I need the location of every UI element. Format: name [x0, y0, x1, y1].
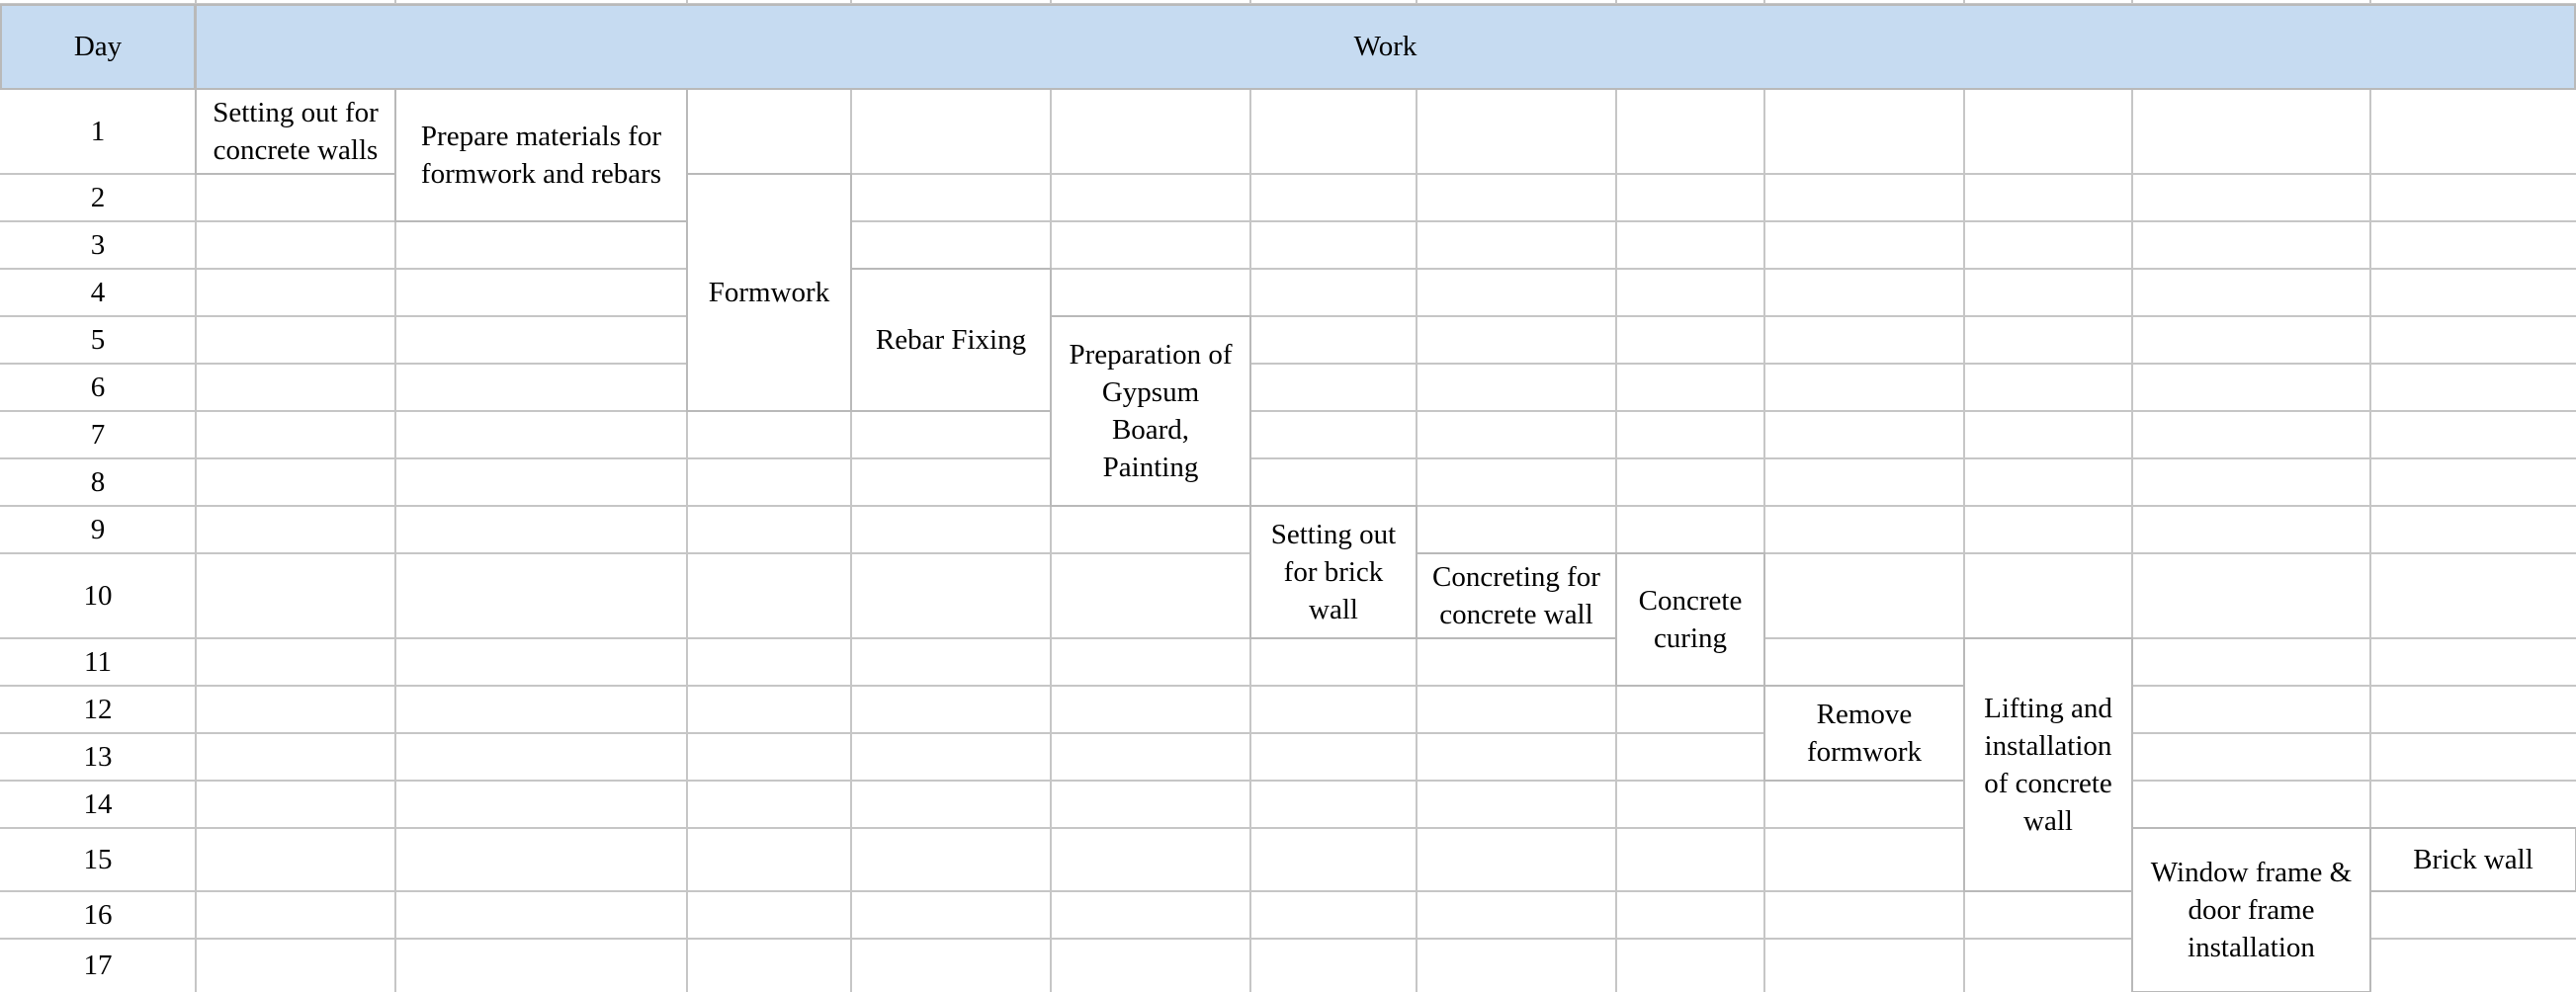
day-number[interactable]: 1 — [90, 115, 106, 147]
day-number[interactable]: 2 — [90, 181, 106, 213]
day-number[interactable]: 17 — [83, 949, 113, 981]
row-gridline — [0, 780, 2576, 782]
task-cell-concrete-curing[interactable] — [1615, 552, 1765, 687]
task-label: Window frame & door frame installation — [2150, 857, 2353, 963]
row-gridline — [0, 410, 2576, 412]
task-cell-remove-formwork[interactable] — [1763, 685, 1965, 782]
row-gridline — [0, 685, 2576, 687]
day-number[interactable]: 10 — [83, 579, 113, 612]
task-label: Rebar Fixing — [875, 324, 1027, 356]
column-gridline — [1615, 0, 1617, 992]
day-number[interactable]: 12 — [83, 693, 113, 725]
column-gridline — [850, 0, 852, 992]
task-label: Prepare materials for formwork and rebars — [420, 121, 662, 190]
task-cell-setting-out-concrete-walls[interactable] — [195, 88, 396, 175]
day-number[interactable]: 13 — [83, 740, 113, 773]
task-label: Setting out for concrete walls — [213, 97, 379, 166]
work-column-header[interactable]: Work — [195, 4, 2576, 90]
day-number[interactable]: 4 — [90, 276, 106, 308]
day-number[interactable]: 6 — [90, 371, 106, 403]
day-number[interactable]: 8 — [90, 465, 106, 498]
task-label: Brick wall — [2413, 844, 2533, 875]
row-gridline — [0, 732, 2576, 734]
task-label: Preparation of Gypsum Board, Painting — [1069, 339, 1233, 483]
day-number[interactable]: 5 — [90, 323, 106, 356]
task-label: Setting out for brick wall — [1270, 519, 1397, 625]
row-gridline — [0, 220, 2576, 222]
task-cell-setting-out-brick-wall[interactable] — [1249, 505, 1417, 639]
task-cell-gypsum-painting[interactable] — [1050, 315, 1251, 507]
task-label: Remove formwork — [1807, 699, 1922, 768]
row-gridline — [0, 457, 2576, 459]
task-cell-concreting[interactable] — [1416, 552, 1617, 639]
column-gridline — [1763, 0, 1765, 992]
row-gridline — [0, 315, 2576, 317]
column-gridline — [1416, 0, 1417, 992]
row-gridline — [0, 268, 2576, 270]
task-label: Formwork — [708, 277, 830, 308]
day-number[interactable]: 11 — [84, 645, 112, 678]
task-cell-rebar-fixing[interactable] — [850, 268, 1052, 412]
row-gridline — [0, 363, 2576, 365]
day-number[interactable]: 16 — [83, 898, 113, 931]
task-cell-lifting-installation[interactable] — [1963, 637, 2133, 892]
task-label: Concreting for concrete wall — [1432, 561, 1600, 630]
task-cell-brick-wall[interactable] — [2369, 827, 2576, 892]
day-number[interactable]: 7 — [90, 418, 106, 451]
task-label: Concrete curing — [1638, 585, 1743, 654]
day-column-header[interactable]: Day — [0, 4, 196, 90]
task-cell-formwork[interactable] — [686, 173, 852, 412]
day-number[interactable]: 15 — [83, 843, 113, 875]
task-cell-prepare-materials[interactable] — [394, 88, 688, 222]
task-label: Lifting and installation of concrete wall — [1984, 693, 2112, 837]
day-number[interactable]: 9 — [90, 513, 106, 545]
task-cell-window-door-frame[interactable] — [2131, 827, 2371, 992]
day-number[interactable]: 14 — [83, 787, 113, 820]
day-number[interactable]: 3 — [90, 228, 106, 261]
